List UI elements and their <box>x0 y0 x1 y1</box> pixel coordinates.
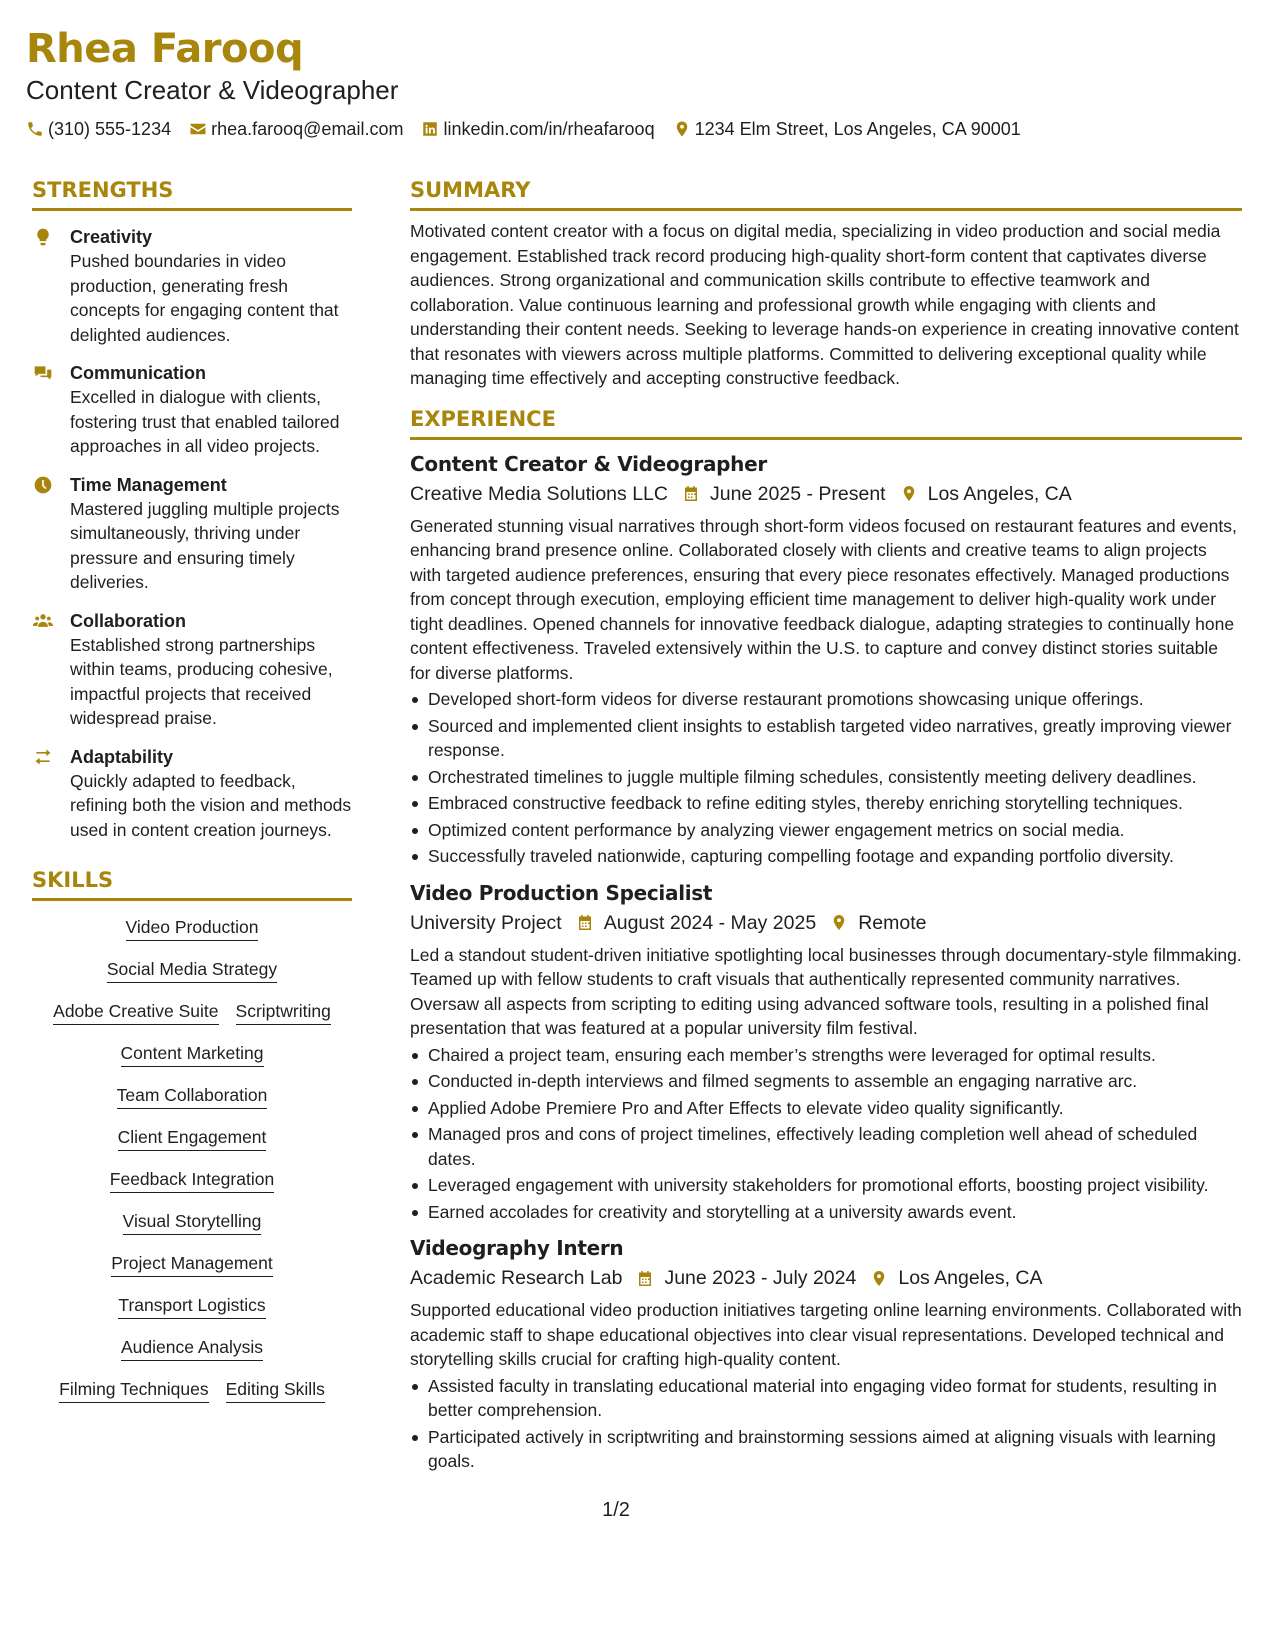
skills-heading: SKILLS <box>32 866 352 901</box>
strengths-heading: STRENGTHS <box>32 176 352 211</box>
job-dates <box>576 909 816 937</box>
exchange-arrows-icon <box>32 747 54 767</box>
left-column <box>32 176 352 1403</box>
job-company: Creative Media Solutions LLC <box>410 482 668 505</box>
skill-tag: Feedback Integration <box>110 1167 274 1193</box>
candidate-title: Content Creator & Videographer <box>26 75 399 105</box>
chat-bubbles-icon <box>32 363 54 383</box>
job-meta <box>410 909 1242 937</box>
clock-icon <box>32 475 54 495</box>
contact-address <box>673 118 1021 140</box>
job-bullets <box>410 687 1242 869</box>
list-item: Managed pros and cons of project timelines, effectively leading completion well ahead of scheduled dates. <box>410 1122 1242 1171</box>
contact-bar <box>26 118 1246 140</box>
page-number: 1/2 <box>602 1499 630 1521</box>
skill-tag: Editing Skills <box>226 1377 325 1403</box>
skill-tag: Transport Logistics <box>118 1293 265 1319</box>
strength-item <box>32 361 352 459</box>
skill-tag: Video Production <box>126 915 259 941</box>
contact-address-text: 1234 Elm Street, Los Angeles, CA 90001 <box>694 119 1021 139</box>
skill-tag: Visual Storytelling <box>123 1209 262 1235</box>
skill-tag: Social Media Strategy <box>107 957 277 983</box>
strength-name: Collaboration <box>70 610 186 631</box>
phone-icon <box>26 120 44 138</box>
skill-tag: Scriptwriting <box>236 999 331 1025</box>
list-item: Chaired a project team, ensuring each member’s strengths were leveraged for optimal results. <box>410 1043 1242 1068</box>
job-company: Academic Research Lab <box>410 1267 623 1289</box>
job-description: Led a standout student-driven initiative spotlighting local businesses through documentary-style filmmaking. Teamed up with fellow students to craft visuals that authentically represented community narratives. Oversaw all aspects from scripting to editing using advanced software tools, resulting in a polished final presentation that was featured at a popular university film festival. <box>410 944 1242 1038</box>
job-location-text: Los Angeles, CA <box>898 1267 1043 1289</box>
job-company: University Project <box>410 911 562 934</box>
job-location-text: Remote <box>858 911 927 934</box>
strength-desc: Established strong partnerships within teams, producing cohesive, impactful projects that received widespread praise. <box>70 634 333 728</box>
job-bullets <box>410 1043 1242 1225</box>
skill-tag: Adobe Creative Suite <box>53 999 218 1025</box>
job-bullets <box>410 1374 1242 1474</box>
contact-email[interactable] <box>189 118 403 140</box>
strength-item <box>32 473 352 595</box>
contact-email-text: rhea.farooq@email.com <box>211 119 404 139</box>
job-title: Video Production Specialist <box>410 880 713 905</box>
resume-header <box>26 24 1246 140</box>
strength-name: Communication <box>70 363 207 383</box>
list-item: Conducted in-depth interviews and filmed segments to assemble an engaging narrative arc. <box>410 1069 1242 1094</box>
job-title: Content Creator & Videographer <box>410 451 767 476</box>
job-dates <box>682 480 886 508</box>
strength-item <box>32 609 352 731</box>
job-location-text: Los Angeles, CA <box>927 482 1072 505</box>
job-dates-text: June 2023 - July 2024 <box>664 1267 857 1289</box>
candidate-name: Rhea Farooq <box>26 26 304 72</box>
skill-tag: Client Engagement <box>118 1125 267 1151</box>
skills-list <box>32 915 352 1403</box>
skill-tag: Filming Techniques <box>59 1377 208 1403</box>
right-column <box>410 176 1242 1476</box>
linkedin-icon <box>421 120 439 138</box>
summary-text: Motivated content creator with a focus on digital media, specializing in video production and social media engagement. Established track record producing high-quality short-form content that captivates diverse audiences. Strong organizational and communication skills contribute to effective teamwork and collaboration. Value continuous learning and professional growth while engaging with clients and understanding their content needs. Seeking to leverage hands-on experience in creating innovative content that resonates with viewers across multiple platforms. Committed to delivering exceptional quality while managing time effectively and accepting constructive feedback. <box>410 221 1239 388</box>
map-pin-icon <box>673 120 691 138</box>
strength-name: Time Management <box>70 474 227 495</box>
skill-tag: Project Management <box>111 1251 272 1277</box>
strength-item <box>32 225 352 347</box>
job-dates <box>636 1264 856 1292</box>
job-location <box>830 909 926 937</box>
users-icon <box>32 611 54 631</box>
calendar-icon <box>576 913 594 932</box>
strength-desc: Pushed boundaries in video production, generating fresh concepts for engaging content that delighted audiences. <box>70 251 339 345</box>
list-item: Applied Adobe Premiere Pro and After Effects to elevate video quality significantly. <box>410 1096 1242 1121</box>
strength-item <box>32 745 352 843</box>
map-pin-icon <box>870 1269 888 1288</box>
skill-tag: Content Marketing <box>121 1041 264 1067</box>
job-entry <box>410 879 1242 1225</box>
job-location <box>870 1264 1042 1292</box>
contact-phone <box>26 118 171 140</box>
job-dates-text: August 2024 - May 2025 <box>603 911 817 934</box>
map-pin-icon <box>830 913 848 932</box>
contact-linkedin-text: linkedin.com/in/rheafarooq <box>443 119 655 139</box>
job-location <box>900 480 1072 508</box>
list-item: Orchestrated timelines to juggle multiple filming schedules, consistently meeting delivery deadlines. <box>410 765 1242 790</box>
job-description: Generated stunning visual narratives through short-form videos focused on restaurant features and events, enhancing brand presence online. Collaborated closely with clients and creative teams to align projects with targeted audience preferences, ensuring that every piece resonates effectively. Managed productions from concept through execution, employing efficient time management to deliver high-quality work under tight deadlines. Opened channels for innovative feedback dialogue, adapting strategies to continually hone content effectiveness. Traveled extensively within the U.S. to capture and convey distinct stories suitable for diverse platforms. <box>410 515 1237 683</box>
skill-tag: Team Collaboration <box>117 1083 268 1109</box>
list-item: Sourced and implemented client insights to establish targeted video narratives, greatly improving viewer response. <box>410 714 1242 763</box>
calendar-icon <box>636 1269 654 1288</box>
list-item: Assisted faculty in translating educational material into engaging video format for students, resulting in better comprehension. <box>410 1374 1242 1423</box>
contact-phone-text: (310) 555-1234 <box>48 119 172 139</box>
strength-desc: Excelled in dialogue with clients, fostering trust that enabled tailored approaches in all video projects. <box>70 387 340 456</box>
job-entry <box>410 1234 1242 1474</box>
job-title: Videography Intern <box>410 1236 624 1260</box>
list-item: Successfully traveled nationwide, capturing compelling footage and expanding portfolio diversity. <box>410 844 1242 869</box>
strength-name: Adaptability <box>70 746 174 767</box>
job-meta <box>410 480 1242 508</box>
list-item: Developed short-form videos for diverse restaurant promotions showcasing unique offerings. <box>410 687 1242 712</box>
strength-desc: Mastered juggling multiple projects simultaneously, thriving under pressure and ensuring timely deliveries. <box>70 498 340 592</box>
calendar-icon <box>682 484 700 503</box>
list-item: Participated actively in scriptwriting and brainstorming sessions aimed at aligning visuals with learning goals. <box>410 1425 1242 1474</box>
experience-heading: EXPERIENCE <box>410 405 1242 440</box>
list-item: Earned accolades for creativity and storytelling at a university awards event. <box>410 1200 1242 1225</box>
list-item: Embraced constructive feedback to refine editing styles, thereby enriching storytelling techniques. <box>410 791 1242 816</box>
summary-heading: SUMMARY <box>410 176 1242 211</box>
map-pin-icon <box>900 484 918 503</box>
contact-linkedin[interactable] <box>421 118 654 140</box>
list-item: Leveraged engagement with university stakeholders for promotional efforts, boosting project visibility. <box>410 1173 1242 1198</box>
job-entry <box>410 450 1242 869</box>
lightbulb-icon <box>32 227 54 247</box>
envelope-icon <box>189 120 207 138</box>
strength-name: Creativity <box>70 227 153 247</box>
job-description: Supported educational video production initiatives targeting online learning environments. Collaborated with academic staff to shape educational objectives into clear visual representations. Developed technical and storytelling skills crucial for crafting high-quality content. <box>410 1300 1242 1369</box>
strength-desc: Quickly adapted to feedback, refining both the vision and methods used in content creation journeys. <box>70 770 352 840</box>
job-meta <box>410 1264 1242 1292</box>
list-item: Optimized content performance by analyzing viewer engagement metrics on social media. <box>410 818 1242 843</box>
job-dates-text: June 2025 - Present <box>709 482 886 505</box>
skill-tag: Audience Analysis <box>121 1335 263 1361</box>
